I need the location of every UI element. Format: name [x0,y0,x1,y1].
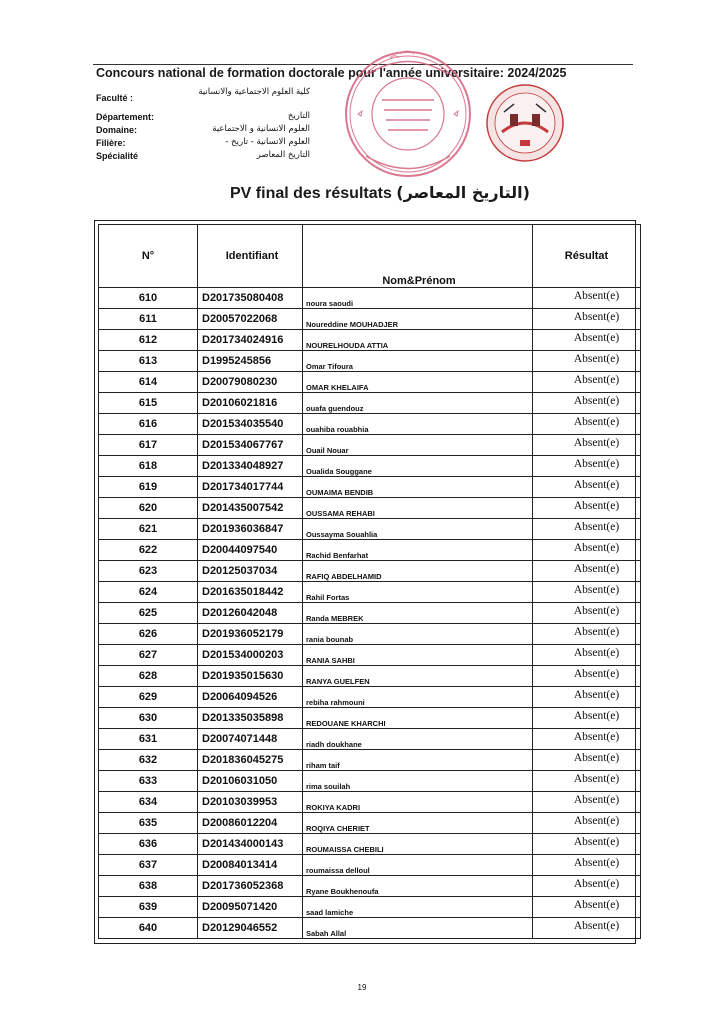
result-text: Absent(e) [573,689,620,701]
table-row [99,414,641,435]
table-row [99,477,641,498]
row-number: 613 [99,351,198,372]
table-row [99,435,641,456]
row-resultat [533,372,641,393]
row-number: 619 [99,477,198,498]
result-text: Absent(e) [573,878,620,890]
meta-labels [96,92,154,163]
table-body [99,288,641,939]
row-nom-prenom: Oussayma Souahlia [303,519,533,540]
row-identifiant: D20084013414 [198,855,303,876]
header-identifiant: Identifiant [198,225,303,288]
label-filiere: Filière: [96,138,126,148]
row-identifiant: D201936036847 [198,519,303,540]
table-row [99,729,641,750]
table-row [99,834,641,855]
row-nom-prenom: RANYA GUELFEN [303,666,533,687]
row-resultat [533,393,641,414]
row-identifiant: D201334048927 [198,456,303,477]
row-number: 631 [99,729,198,750]
table-header-row [99,225,641,288]
row-number: 639 [99,897,198,918]
row-nom-prenom: OUMAIMA BENDIB [303,477,533,498]
result-text: Absent(e) [573,794,620,806]
row-resultat [533,771,641,792]
table-row [99,540,641,561]
row-identifiant: D20103039953 [198,792,303,813]
table-row [99,708,641,729]
row-nom-prenom: Randa MEBREK [303,603,533,624]
row-number: 611 [99,309,198,330]
row-number: 616 [99,414,198,435]
row-identifiant: D201534035540 [198,414,303,435]
table-row [99,330,641,351]
table-row [99,855,641,876]
row-resultat [533,456,641,477]
result-text: Absent(e) [573,710,620,722]
official-stamp [338,44,478,184]
row-resultat [533,813,641,834]
row-resultat [533,309,641,330]
result-text: Absent(e) [573,437,620,449]
document-title: Concours national de formation doctorale pour l'année universitaire: 2024/2025 [96,66,567,80]
table-row [99,687,641,708]
row-identifiant: D20106021816 [198,393,303,414]
row-identifiant: D1995245856 [198,351,303,372]
row-resultat [533,288,641,309]
row-nom-prenom: riham taif [303,750,533,771]
result-text: Absent(e) [573,920,620,932]
table-row [99,624,641,645]
row-nom-prenom: Ryane Boukhenoufa [303,876,533,897]
row-nom-prenom: Rachid Benfarhat [303,540,533,561]
table-row [99,918,641,939]
row-identifiant: D201735080408 [198,288,303,309]
row-number: 612 [99,330,198,351]
row-number: 634 [99,792,198,813]
row-resultat [533,351,641,372]
value-domaine: العلوم الانسانية و الاجتماعية [212,124,310,134]
row-resultat [533,897,641,918]
row-identifiant: D20129046552 [198,918,303,939]
row-resultat [533,330,641,351]
row-identifiant: D20125037034 [198,561,303,582]
table-row [99,309,641,330]
label-departement: Département: [96,112,155,122]
row-resultat [533,435,641,456]
result-text: Absent(e) [573,500,620,512]
row-resultat [533,876,641,897]
table-row [99,519,641,540]
row-number: 638 [99,876,198,897]
table-row [99,603,641,624]
row-number: 614 [99,372,198,393]
result-text: Absent(e) [573,311,620,323]
result-text: Absent(e) [573,773,620,785]
row-nom-prenom: roumaissa delloul [303,855,533,876]
row-nom-prenom: saad lamiche [303,897,533,918]
table-row [99,666,641,687]
table-row [99,876,641,897]
row-nom-prenom: noura saoudi [303,288,533,309]
row-identifiant: D201734024916 [198,330,303,351]
row-identifiant: D20095071420 [198,897,303,918]
row-nom-prenom: ROQIYA CHERIET [303,813,533,834]
row-identifiant: D20074071448 [198,729,303,750]
row-identifiant: D201936052179 [198,624,303,645]
row-number: 629 [99,687,198,708]
results-table [98,224,641,939]
row-resultat [533,729,641,750]
table-row [99,897,641,918]
row-resultat [533,645,641,666]
header-nom-prenom: Nom&Prénom [303,225,533,288]
row-number: 633 [99,771,198,792]
result-text: Absent(e) [573,332,620,344]
result-text: Absent(e) [573,353,620,365]
table-row [99,750,641,771]
row-identifiant: D20106031050 [198,771,303,792]
row-number: 624 [99,582,198,603]
row-identifiant: D20064094526 [198,687,303,708]
row-identifiant: D20044097540 [198,540,303,561]
row-resultat [533,855,641,876]
result-text: Absent(e) [573,584,620,596]
label-specialite: Spécialité [96,151,139,161]
row-number: 615 [99,393,198,414]
result-text: Absent(e) [573,857,620,869]
row-number: 630 [99,708,198,729]
row-resultat [533,666,641,687]
row-nom-prenom: Rahil Fortas [303,582,533,603]
result-text: Absent(e) [573,542,620,554]
row-nom-prenom: ouafa guendouz [303,393,533,414]
table-row [99,288,641,309]
result-text: Absent(e) [573,731,620,743]
row-number: 620 [99,498,198,519]
row-identifiant: D201434000143 [198,834,303,855]
result-text: Absent(e) [573,290,620,302]
meta-values [190,86,310,162]
result-text: Absent(e) [573,626,620,638]
table-row [99,771,641,792]
row-nom-prenom: Noureddine MOUHADJER [303,309,533,330]
label-domaine: Domaine: [96,125,138,135]
row-resultat [533,708,641,729]
row-nom-prenom: NOURELHOUDA ATTIA [303,330,533,351]
result-text: Absent(e) [573,416,620,428]
row-number: 640 [99,918,198,939]
row-identifiant: D201736052368 [198,876,303,897]
row-identifiant: D20126042048 [198,603,303,624]
result-text: Absent(e) [573,647,620,659]
row-nom-prenom: ROKIYA KADRI [303,792,533,813]
row-resultat [533,918,641,939]
row-nom-prenom: ouahiba rouabhia [303,414,533,435]
row-nom-prenom: rima souilah [303,771,533,792]
table-row [99,393,641,414]
value-specialite: التاريخ المعاصر [256,150,310,160]
row-identifiant: D201435007542 [198,498,303,519]
result-text: Absent(e) [573,899,620,911]
table-row [99,351,641,372]
row-identifiant: D201335035898 [198,708,303,729]
result-text: Absent(e) [573,836,620,848]
result-text: Absent(e) [573,605,620,617]
table-row [99,645,641,666]
label-faculte: Faculté : [96,93,134,103]
pv-title-fr: PV final des résultats [230,185,392,202]
row-number: 628 [99,666,198,687]
pv-title-ar: (التاريخ المعاصر) [396,183,530,202]
header-resultat: Résultat [533,225,641,288]
row-identifiant: D201734017744 [198,477,303,498]
result-text: Absent(e) [573,563,620,575]
row-nom-prenom: ROUMAISSA CHEBILI [303,834,533,855]
pv-title [230,183,530,203]
result-text: Absent(e) [573,374,620,386]
page-number: 19 [357,983,367,992]
row-number: 610 [99,288,198,309]
row-identifiant: D201534000203 [198,645,303,666]
row-identifiant: D201935015630 [198,666,303,687]
result-text: Absent(e) [573,458,620,470]
row-nom-prenom: Ouail Nouar [303,435,533,456]
row-resultat [533,540,641,561]
row-number: 622 [99,540,198,561]
row-resultat [533,792,641,813]
row-resultat [533,561,641,582]
row-identifiant: D201534067767 [198,435,303,456]
row-nom-prenom: RAFIQ ABDELHAMID [303,561,533,582]
row-identifiant: D201836045275 [198,750,303,771]
row-identifiant: D201635018442 [198,582,303,603]
row-nom-prenom: OMAR KHELAIFA [303,372,533,393]
table-row [99,792,641,813]
row-resultat [533,687,641,708]
row-number: 623 [99,561,198,582]
table-row [99,582,641,603]
result-text: Absent(e) [573,395,620,407]
row-number: 617 [99,435,198,456]
result-text: Absent(e) [573,521,620,533]
row-nom-prenom: Omar Tifoura [303,351,533,372]
university-logo [480,82,570,164]
row-nom-prenom: OUSSAMA REHABI [303,498,533,519]
table-row [99,498,641,519]
row-number: 621 [99,519,198,540]
row-nom-prenom: RANIA SAHBI [303,645,533,666]
row-resultat [533,414,641,435]
row-resultat [533,750,641,771]
table-row [99,372,641,393]
row-number: 625 [99,603,198,624]
header-num: N° [99,225,198,288]
value-departement: التاريخ [287,111,310,121]
row-number: 637 [99,855,198,876]
row-resultat [533,834,641,855]
result-text: Absent(e) [573,668,620,680]
row-identifiant: D20057022068 [198,309,303,330]
row-number: 627 [99,645,198,666]
row-resultat [533,477,641,498]
row-nom-prenom: rania bounab [303,624,533,645]
row-resultat [533,603,641,624]
value-faculte: كلية العلوم الاجتماعية والانسانية [198,87,310,97]
row-nom-prenom: REDOUANE KHARCHI [303,708,533,729]
row-nom-prenom: riadh doukhane [303,729,533,750]
row-resultat [533,624,641,645]
value-filiere: العلوم الانسانية - تاريخ - [225,137,310,147]
table-row [99,561,641,582]
row-resultat [533,519,641,540]
table-row [99,813,641,834]
result-text: Absent(e) [573,479,620,491]
row-number: 626 [99,624,198,645]
row-resultat [533,582,641,603]
row-nom-prenom: rebiha rahmouni [303,687,533,708]
result-text: Absent(e) [573,752,620,764]
row-number: 635 [99,813,198,834]
table-row [99,456,641,477]
row-nom-prenom: Sabah Allal [303,918,533,939]
row-identifiant: D20086012204 [198,813,303,834]
row-nom-prenom: Oualida Souggane [303,456,533,477]
row-number: 632 [99,750,198,771]
result-text: Absent(e) [573,815,620,827]
row-number: 636 [99,834,198,855]
row-number: 618 [99,456,198,477]
row-resultat [533,498,641,519]
row-identifiant: D20079080230 [198,372,303,393]
